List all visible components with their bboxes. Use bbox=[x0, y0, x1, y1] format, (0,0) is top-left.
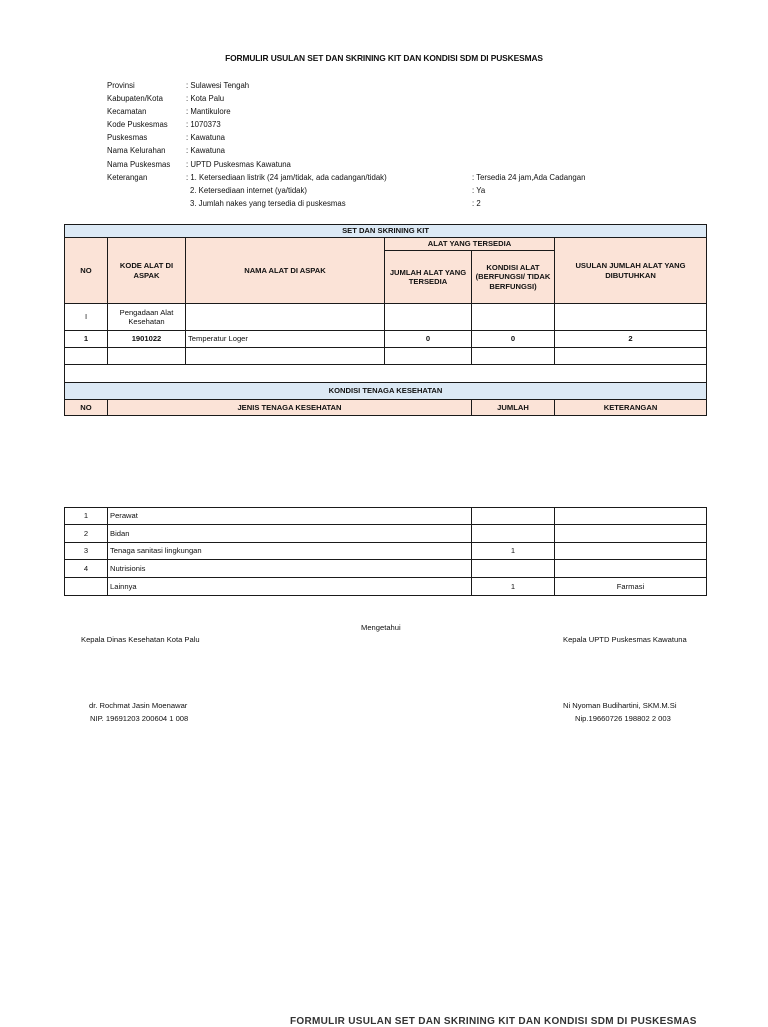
kit-cell-jumlah bbox=[385, 304, 472, 331]
keterangan-answer: : Ya bbox=[472, 185, 486, 195]
kit-cell-nama: Temperatur Loger bbox=[186, 331, 385, 348]
info-value: : Sulawesi Tengah bbox=[186, 81, 250, 90]
kit-cell-nama bbox=[186, 304, 385, 331]
kit-cell-no: 1 bbox=[65, 331, 108, 348]
info-label: Kabupaten/Kota bbox=[107, 94, 163, 104]
keterangan-item: : 1. Ketersediaan listrik (24 jam/tidak, ada cadangan/tidak) bbox=[186, 172, 387, 182]
kit-cell-kode: 1901022 bbox=[108, 331, 186, 348]
kit-header-nama: NAMA ALAT DI ASPAK bbox=[186, 238, 385, 304]
sdm-cell-jenis: Bidan bbox=[108, 525, 472, 543]
keterangan-answer: : 2 bbox=[472, 198, 481, 208]
table-row bbox=[65, 525, 707, 543]
sdm-cell-jenis: Perawat bbox=[108, 508, 472, 525]
table-row bbox=[65, 508, 707, 525]
kit-cell-kode bbox=[108, 348, 186, 365]
sdm-cell-no: 1 bbox=[65, 508, 108, 525]
table-row bbox=[65, 348, 707, 365]
sdm-cell-jumlah bbox=[472, 525, 555, 543]
kit-cell-nama bbox=[186, 348, 385, 365]
info-value: : Kawatuna bbox=[186, 133, 226, 143]
info-label: Kecamatan bbox=[107, 107, 147, 117]
kit-header-usulan: USULAN JUMLAH ALAT YANG DIBUTUHKAN bbox=[555, 238, 707, 304]
info-label: Kode Puskesmas bbox=[107, 120, 168, 130]
spacer-row bbox=[65, 365, 707, 383]
left-signer-title: Kepala Dinas Kesehatan Kota Palu bbox=[81, 635, 200, 644]
kit-cell-no: I bbox=[65, 304, 108, 331]
kit-cell-jumlah: 0 bbox=[385, 331, 472, 348]
table-row bbox=[65, 578, 707, 596]
right-signer-name: Ni Nyoman Budihartini, SKM.M.Si bbox=[563, 701, 677, 710]
sdm-cell-keterangan bbox=[555, 560, 707, 578]
info-value: : Kawatuna bbox=[186, 146, 226, 156]
table-row bbox=[65, 331, 707, 348]
sdm-cell-jumlah: 1 bbox=[472, 578, 555, 596]
kit-cell-kondisi bbox=[472, 348, 555, 365]
sdm-cell-no: 3 bbox=[65, 543, 108, 560]
sdm-header-jumlah: JUMLAH bbox=[472, 400, 555, 416]
sdm-cell-keterangan bbox=[555, 543, 707, 560]
kit-header-kode: KODE ALAT DI ASPAK bbox=[108, 238, 186, 304]
kit-cell-no bbox=[65, 348, 108, 365]
left-signer-name: dr. Rochmat Jasin Moenawar bbox=[89, 701, 188, 710]
sdm-header-no: NO bbox=[65, 400, 108, 416]
info-label: Nama Kelurahan bbox=[107, 146, 166, 156]
kit-cell-kondisi: 0 bbox=[472, 331, 555, 348]
info-value: : UPTD Puskesmas Kawatuna bbox=[186, 159, 291, 169]
sdm-cell-no: 4 bbox=[65, 560, 108, 578]
kit-cell-kondisi bbox=[472, 304, 555, 331]
kit-cell-jumlah bbox=[385, 348, 472, 365]
sdm-header-keterangan: KETERANGAN bbox=[555, 400, 707, 416]
sdm-cell-jenis: Nutrisionis bbox=[108, 560, 472, 578]
kit-header-alat-tersedia: ALAT YANG TERSEDIA bbox=[385, 238, 555, 251]
keterangan-item: 2. Ketersediaan internet (ya/tidak) bbox=[190, 185, 308, 195]
sdm-cell-keterangan: Farmasi bbox=[555, 578, 707, 596]
info-value: : 1070373 bbox=[186, 120, 221, 130]
sdm-cell-no: 2 bbox=[65, 525, 108, 543]
sdm-section-title: KONDISI TENAGA KESEHATAN bbox=[65, 383, 707, 400]
table-row bbox=[65, 560, 707, 578]
left-signer-nip: NIP. 19691203 200604 1 008 bbox=[90, 714, 189, 723]
mengetahui-label: Mengetahui bbox=[361, 623, 401, 632]
kit-cell-usulan bbox=[555, 348, 707, 365]
table-row bbox=[65, 304, 707, 331]
next-page-title-cutoff: FORMULIR USULAN SET DAN SKRINING KIT DAN KONDISI SDM DI PUSKESMAS bbox=[290, 1016, 697, 1027]
sdm-table bbox=[64, 507, 707, 596]
sdm-cell-jumlah bbox=[472, 560, 555, 578]
kit-header-no: NO bbox=[65, 238, 108, 304]
keterangan-item: 3. Jumlah nakes yang tersedia di puskesmas bbox=[190, 198, 346, 208]
sdm-cell-keterangan bbox=[555, 508, 707, 525]
keterangan-answer: : Tersedia 24 jam,Ada Cadangan bbox=[472, 172, 586, 182]
sdm-cell-jumlah: 1 bbox=[472, 543, 555, 560]
keterangan-label: Keterangan bbox=[107, 172, 148, 182]
sdm-header-jenis: JENIS TENAGA KESEHATAN bbox=[108, 400, 472, 416]
table-row bbox=[65, 543, 707, 560]
sdm-cell-jenis: Lainnya bbox=[108, 578, 472, 596]
info-label: Provinsi bbox=[107, 81, 135, 90]
info-label: Nama Puskesmas bbox=[107, 159, 171, 169]
right-signer-title: Kepala UPTD Puskesmas Kawatuna bbox=[563, 635, 687, 644]
kit-cell-usulan: 2 bbox=[555, 331, 707, 348]
form-title: FORMULIR USULAN SET DAN SKRINING KIT DAN KONDISI SDM DI PUSKESMAS bbox=[225, 53, 543, 63]
sdm-cell-keterangan bbox=[555, 525, 707, 543]
sdm-cell-jumlah bbox=[472, 508, 555, 525]
kit-table bbox=[64, 224, 707, 416]
kit-cell-kode: Pengadaan Alat Kesehatan bbox=[108, 304, 186, 331]
info-value: : Mantikulore bbox=[186, 107, 231, 117]
sdm-cell-no bbox=[65, 578, 108, 596]
info-value: : Kota Palu bbox=[186, 94, 225, 104]
kit-section-title: SET DAN SKRINING KIT bbox=[65, 225, 707, 238]
sdm-cell-jenis: Tenaga sanitasi lingkungan bbox=[108, 543, 472, 560]
kit-header-kondisi: KONDISI ALAT (BERFUNGSI/ TIDAK BERFUNGSI) bbox=[472, 251, 555, 304]
right-signer-nip: Nip.19660726 198802 2 003 bbox=[575, 714, 671, 723]
kit-header-jumlah: JUMLAH ALAT YANG TERSEDIA bbox=[385, 251, 472, 304]
kit-cell-usulan bbox=[555, 304, 707, 331]
info-label: Puskesmas bbox=[107, 133, 148, 143]
